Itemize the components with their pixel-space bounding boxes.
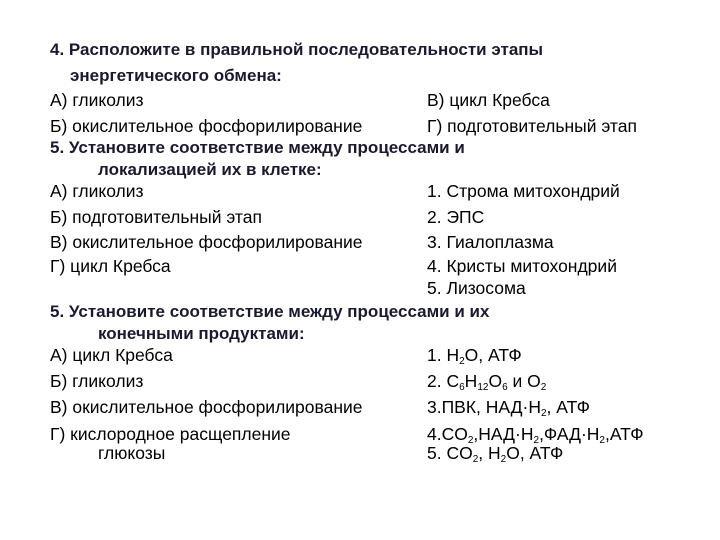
q5a-heading-cont: локализацией их в клетке: <box>98 160 322 179</box>
q4-answer-2: Г) подготовительный этап <box>427 116 637 136</box>
q5a-answer-3: 3. Гиалоплазма <box>427 232 554 252</box>
q5b-answer-2: 2. $C_6H_{12}O_6$ и $O_2$ <box>427 371 547 393</box>
q5b-option-1: А) цикл Кребса <box>50 345 173 365</box>
q5b-option-2: Б) гликолиз <box>50 371 144 391</box>
q4-heading: 4. Расположите в правильной последовательности этапы <box>50 40 544 59</box>
q5a-option-4: Г) цикл Кребса <box>50 256 171 276</box>
q5a-answer-1: 1. Строма митохондрий <box>427 181 620 201</box>
q5a-answer-5: 5. Лизосома <box>427 278 526 298</box>
q5b-option-4: Г) кислородное расщепление <box>50 424 291 444</box>
q5a-option-3: В) окислительное фосфорилирование <box>50 232 363 252</box>
q5b-answer-4: $4.CO_2,НАД\cdot H_2,ФАД\cdot H_2,АТФ$ <box>427 424 644 446</box>
q5a-heading: 5. Установите соответствие между процессами и <box>50 138 465 157</box>
q5b-option-5: глюкозы <box>98 443 166 463</box>
q4-option-2: Б) окислительное фосфорилирование <box>50 116 363 136</box>
q5b-answer-1: 1. $H_2O$, АТФ <box>427 345 522 367</box>
q5b-answer-5: 5. $CO_2$, $H_2O$, АТФ <box>427 443 564 465</box>
q5b-heading-cont: конечными продуктами: <box>98 324 305 343</box>
q5a-answer-4: 4. Кристы митохондрий <box>427 256 617 276</box>
q4-answer-1: В) цикл Кребса <box>427 90 550 110</box>
q5a-option-1: А) гликолиз <box>50 181 144 201</box>
q5a-answer-2: 2. ЭПС <box>427 207 485 227</box>
q5a-option-2: Б) подготовительный этап <box>50 207 262 227</box>
q5b-heading: 5. Установите соответствие между процессами и их <box>50 302 490 321</box>
q5b-answer-3: 3.ПВК, $НАД\cdot H_2$, АТФ <box>427 397 590 419</box>
q4-option-1: А) гликолиз <box>50 90 144 110</box>
q5b-option-3: В) окислительное фосфорилирование <box>50 397 363 417</box>
q4-heading-cont: энергетического обмена: <box>70 66 282 85</box>
